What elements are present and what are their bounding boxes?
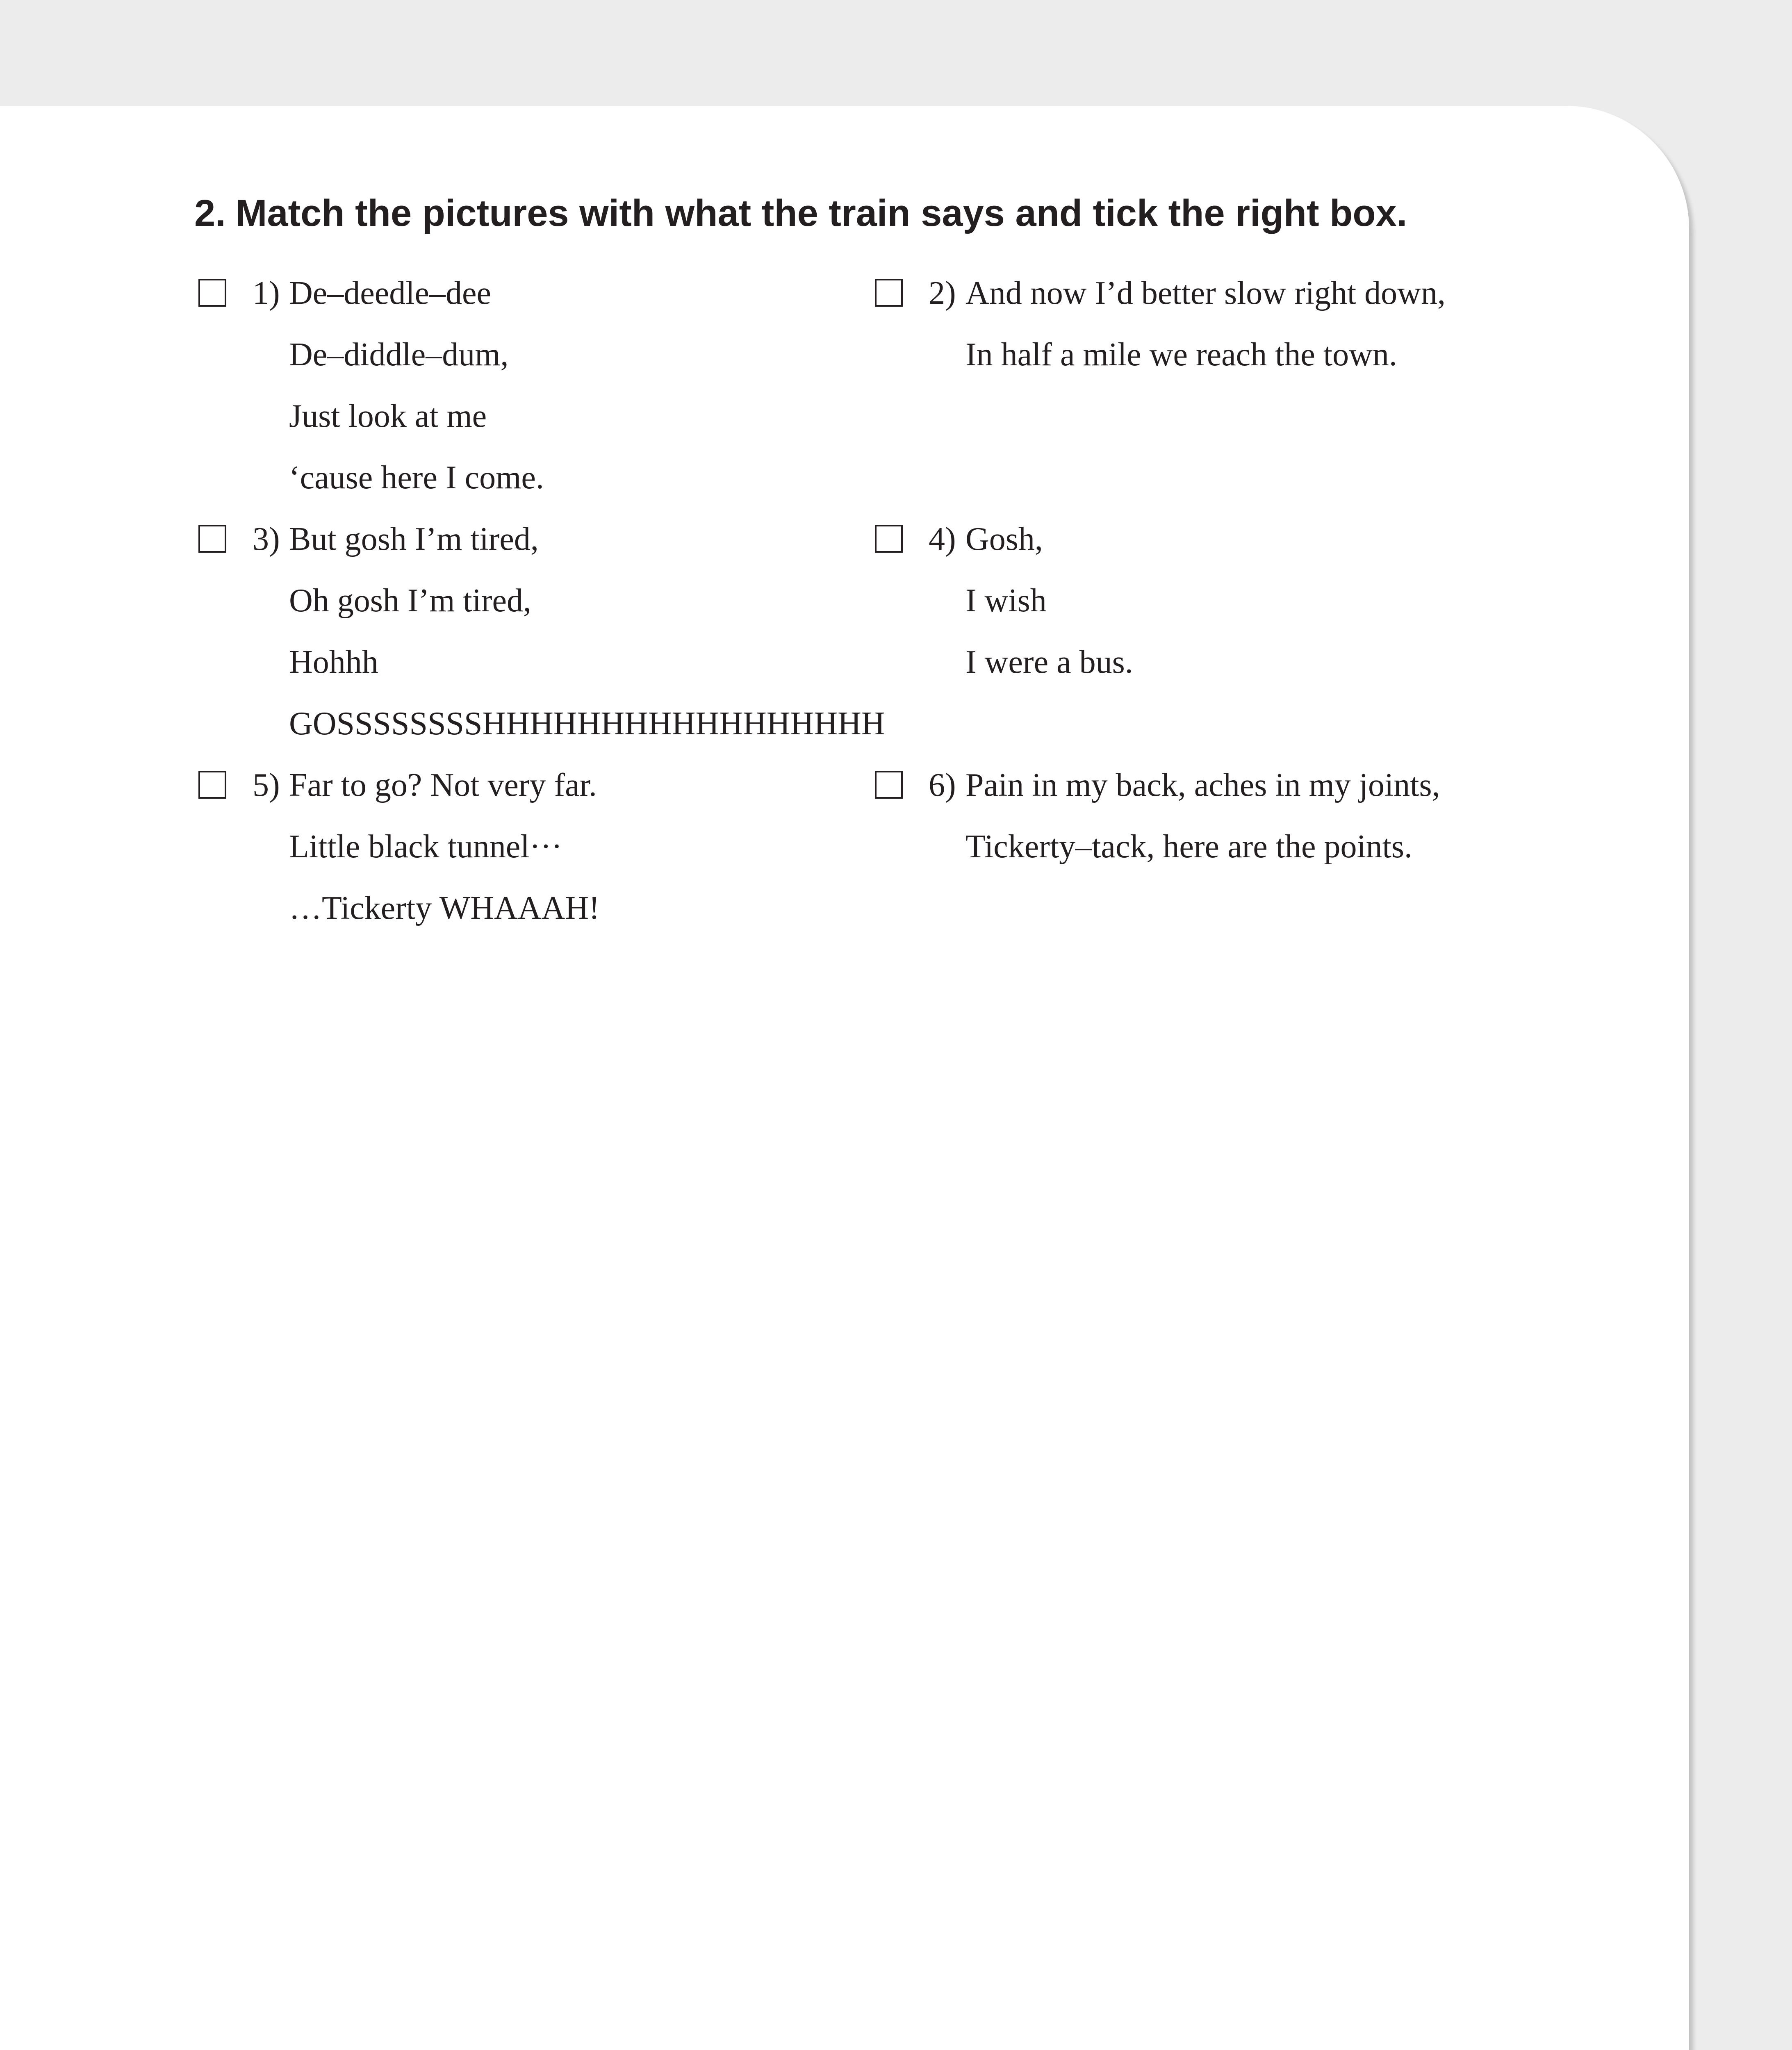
item-2-label: 2) xyxy=(929,275,956,311)
item-6-label: 6) xyxy=(929,767,956,803)
item-6-line-2: Tickerty–tack, here are the points. xyxy=(965,829,1413,865)
workbook-page xyxy=(0,106,1689,2050)
tick-box-3[interactable] xyxy=(198,525,226,553)
item-5-line-1: Far to go? Not very far. xyxy=(289,767,597,803)
item-4-line-1: Gosh, xyxy=(965,521,1043,557)
exercise-heading xyxy=(194,187,1407,240)
exercise-instruction: Match the pictures with what the train says and tick the right box. xyxy=(235,192,1407,234)
item-5-label: 5) xyxy=(253,767,280,803)
item-1-line-4: ‘cause here I come. xyxy=(289,460,544,496)
item-5-line-2: Little black tunnel··· xyxy=(289,829,562,865)
item-4-line-2: I wish xyxy=(965,583,1047,619)
item-1-line-3: Just look at me xyxy=(289,398,487,434)
tick-box-4[interactable] xyxy=(875,525,903,553)
item-1-label: 1) xyxy=(253,275,280,311)
item-1-line-1: De–deedle–dee xyxy=(289,275,492,311)
item-3-line-1: But gosh I’m tired, xyxy=(289,521,539,557)
exercise-number: 2. xyxy=(194,192,226,234)
item-2-line-1: And now I’d better slow right down, xyxy=(965,275,1446,311)
tick-box-5[interactable] xyxy=(198,771,226,799)
item-5-line-3: …Tickerty WHAAAH! xyxy=(289,890,600,926)
tick-box-1[interactable] xyxy=(198,279,226,307)
item-3-line-3: Hohhh xyxy=(289,644,378,680)
item-6-line-1: Pain in my back, aches in my joints, xyxy=(965,767,1440,803)
item-4-label: 4) xyxy=(929,521,956,557)
item-4-line-3: I were a bus. xyxy=(965,644,1133,680)
tick-box-6[interactable] xyxy=(875,771,903,799)
item-3-line-2: Oh gosh I’m tired, xyxy=(289,583,532,619)
item-3-label: 3) xyxy=(253,521,280,557)
item-3-line-4: GOSSSSSSSSHHHHHHHHHHHHHHHHH xyxy=(289,706,885,742)
tick-box-2[interactable] xyxy=(875,279,903,307)
item-2-line-2: In half a mile we reach the town. xyxy=(965,337,1397,373)
item-1-line-2: De–diddle–dum, xyxy=(289,337,509,373)
